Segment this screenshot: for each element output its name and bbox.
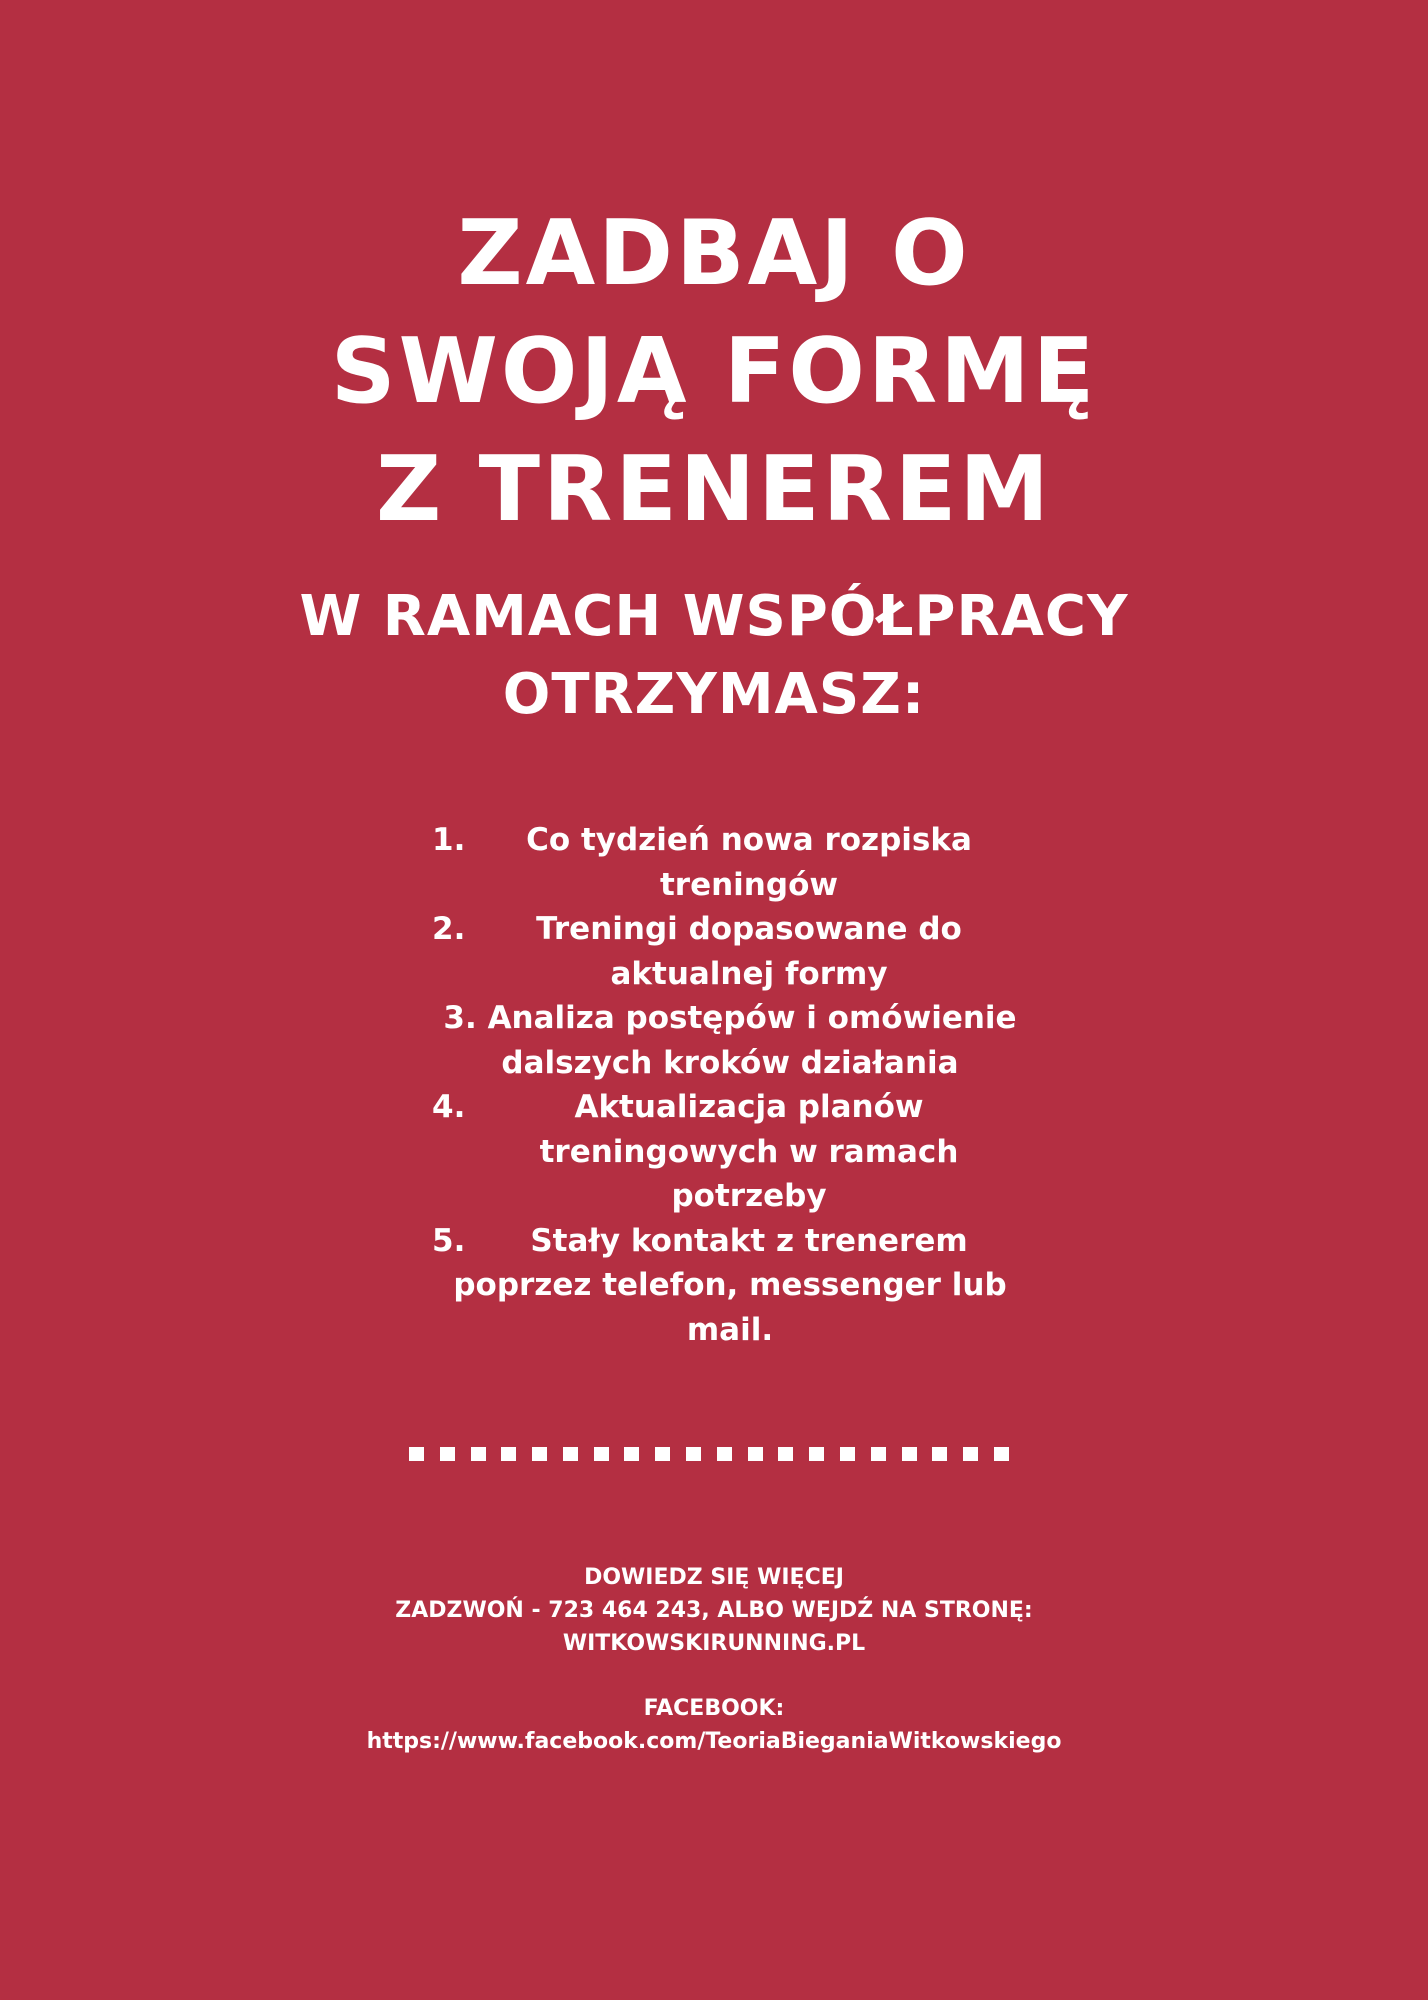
benefit-line: aktualnej formy bbox=[610, 955, 888, 992]
benefit-number: 1. bbox=[432, 822, 466, 858]
divider-dot bbox=[624, 1447, 639, 1461]
dotted-divider bbox=[409, 1447, 1009, 1461]
divider-dot bbox=[840, 1447, 855, 1461]
website-link[interactable]: WITKOWSKIRUNNING.PL bbox=[562, 1631, 866, 1656]
divider-dot bbox=[994, 1447, 1009, 1461]
benefit-item bbox=[430, 1219, 1030, 1353]
divider-dot bbox=[809, 1447, 824, 1461]
contact-section bbox=[0, 1561, 1428, 1758]
divider-dot bbox=[440, 1447, 455, 1461]
divider-dot bbox=[717, 1447, 732, 1461]
divider-dot bbox=[532, 1447, 547, 1461]
benefit-line: dalszych kroków działania bbox=[501, 1044, 959, 1081]
subheadline-line-1: W RAMACH WSPÓŁPRACY bbox=[299, 584, 1129, 649]
benefit-item bbox=[430, 907, 1030, 996]
subheadline-line-2: OTRZYMASZ: bbox=[502, 662, 926, 727]
benefit-line: Treningi dopasowane do bbox=[536, 911, 962, 947]
benefit-text bbox=[430, 1219, 1030, 1353]
subheadline bbox=[0, 578, 1428, 734]
facebook-link[interactable]: https://www.facebook.com/TeoriaBieganiaWitkowskiego bbox=[366, 1729, 1062, 1754]
headline-line-2: SWOJĄ FORMĘ bbox=[330, 319, 1098, 424]
headline-line-3: Z TRENEREM bbox=[376, 437, 1052, 542]
call-text: ZADZWOŃ - 723 464 243, ALBO WEJDŹ NA STRONĘ: bbox=[395, 1598, 1033, 1623]
divider-dot bbox=[563, 1447, 578, 1461]
divider-dot bbox=[932, 1447, 947, 1461]
headline-line-1: ZADBAJ O bbox=[457, 201, 971, 306]
benefit-number: 2. bbox=[432, 911, 466, 947]
divider-dot bbox=[902, 1447, 917, 1461]
benefit-number: 4. bbox=[432, 1089, 466, 1125]
benefit-line: Stały kontakt z trenerem bbox=[530, 1222, 968, 1259]
benefit-text bbox=[430, 907, 1030, 996]
benefit-item bbox=[430, 1085, 1030, 1219]
benefit-line: Co tydzień nowa rozpiska bbox=[526, 822, 972, 858]
divider-dot bbox=[748, 1447, 763, 1461]
benefit-line: mail. bbox=[686, 1311, 774, 1348]
learn-more-text: DOWIEDZ SIĘ WIĘCEJ bbox=[584, 1565, 844, 1590]
divider-dot bbox=[594, 1447, 609, 1461]
divider-dot bbox=[409, 1447, 424, 1461]
benefit-item bbox=[430, 818, 1030, 907]
benefit-line bbox=[430, 996, 1030, 1041]
headline bbox=[0, 195, 1428, 549]
divider-dot bbox=[501, 1447, 516, 1461]
divider-dot bbox=[686, 1447, 701, 1461]
divider-dot bbox=[778, 1447, 793, 1461]
divider-dot bbox=[871, 1447, 886, 1461]
benefit-line: poprzez telefon, messenger lub bbox=[453, 1267, 1007, 1303]
benefit-line: potrzeby bbox=[671, 1178, 827, 1214]
divider-dot bbox=[963, 1447, 978, 1461]
benefits-list bbox=[430, 818, 1030, 1352]
benefit-line: treningowych w ramach bbox=[539, 1133, 959, 1170]
benefit-line-text: Analiza postępów i omówienie bbox=[487, 1000, 1017, 1036]
benefit-item bbox=[430, 996, 1030, 1085]
benefit-number: 5. bbox=[432, 1222, 466, 1259]
divider-dot bbox=[655, 1447, 670, 1461]
benefit-line: Aktualizacja planów bbox=[574, 1089, 924, 1125]
spacer bbox=[0, 1660, 1428, 1692]
benefit-text bbox=[430, 818, 1030, 907]
facebook-label: FACEBOOK: bbox=[643, 1696, 785, 1721]
benefit-text bbox=[430, 1085, 1030, 1219]
benefit-line: treningów bbox=[659, 866, 839, 903]
divider-dot bbox=[471, 1447, 486, 1461]
benefit-text bbox=[430, 996, 1030, 1085]
benefit-number: 3. bbox=[443, 1000, 477, 1036]
